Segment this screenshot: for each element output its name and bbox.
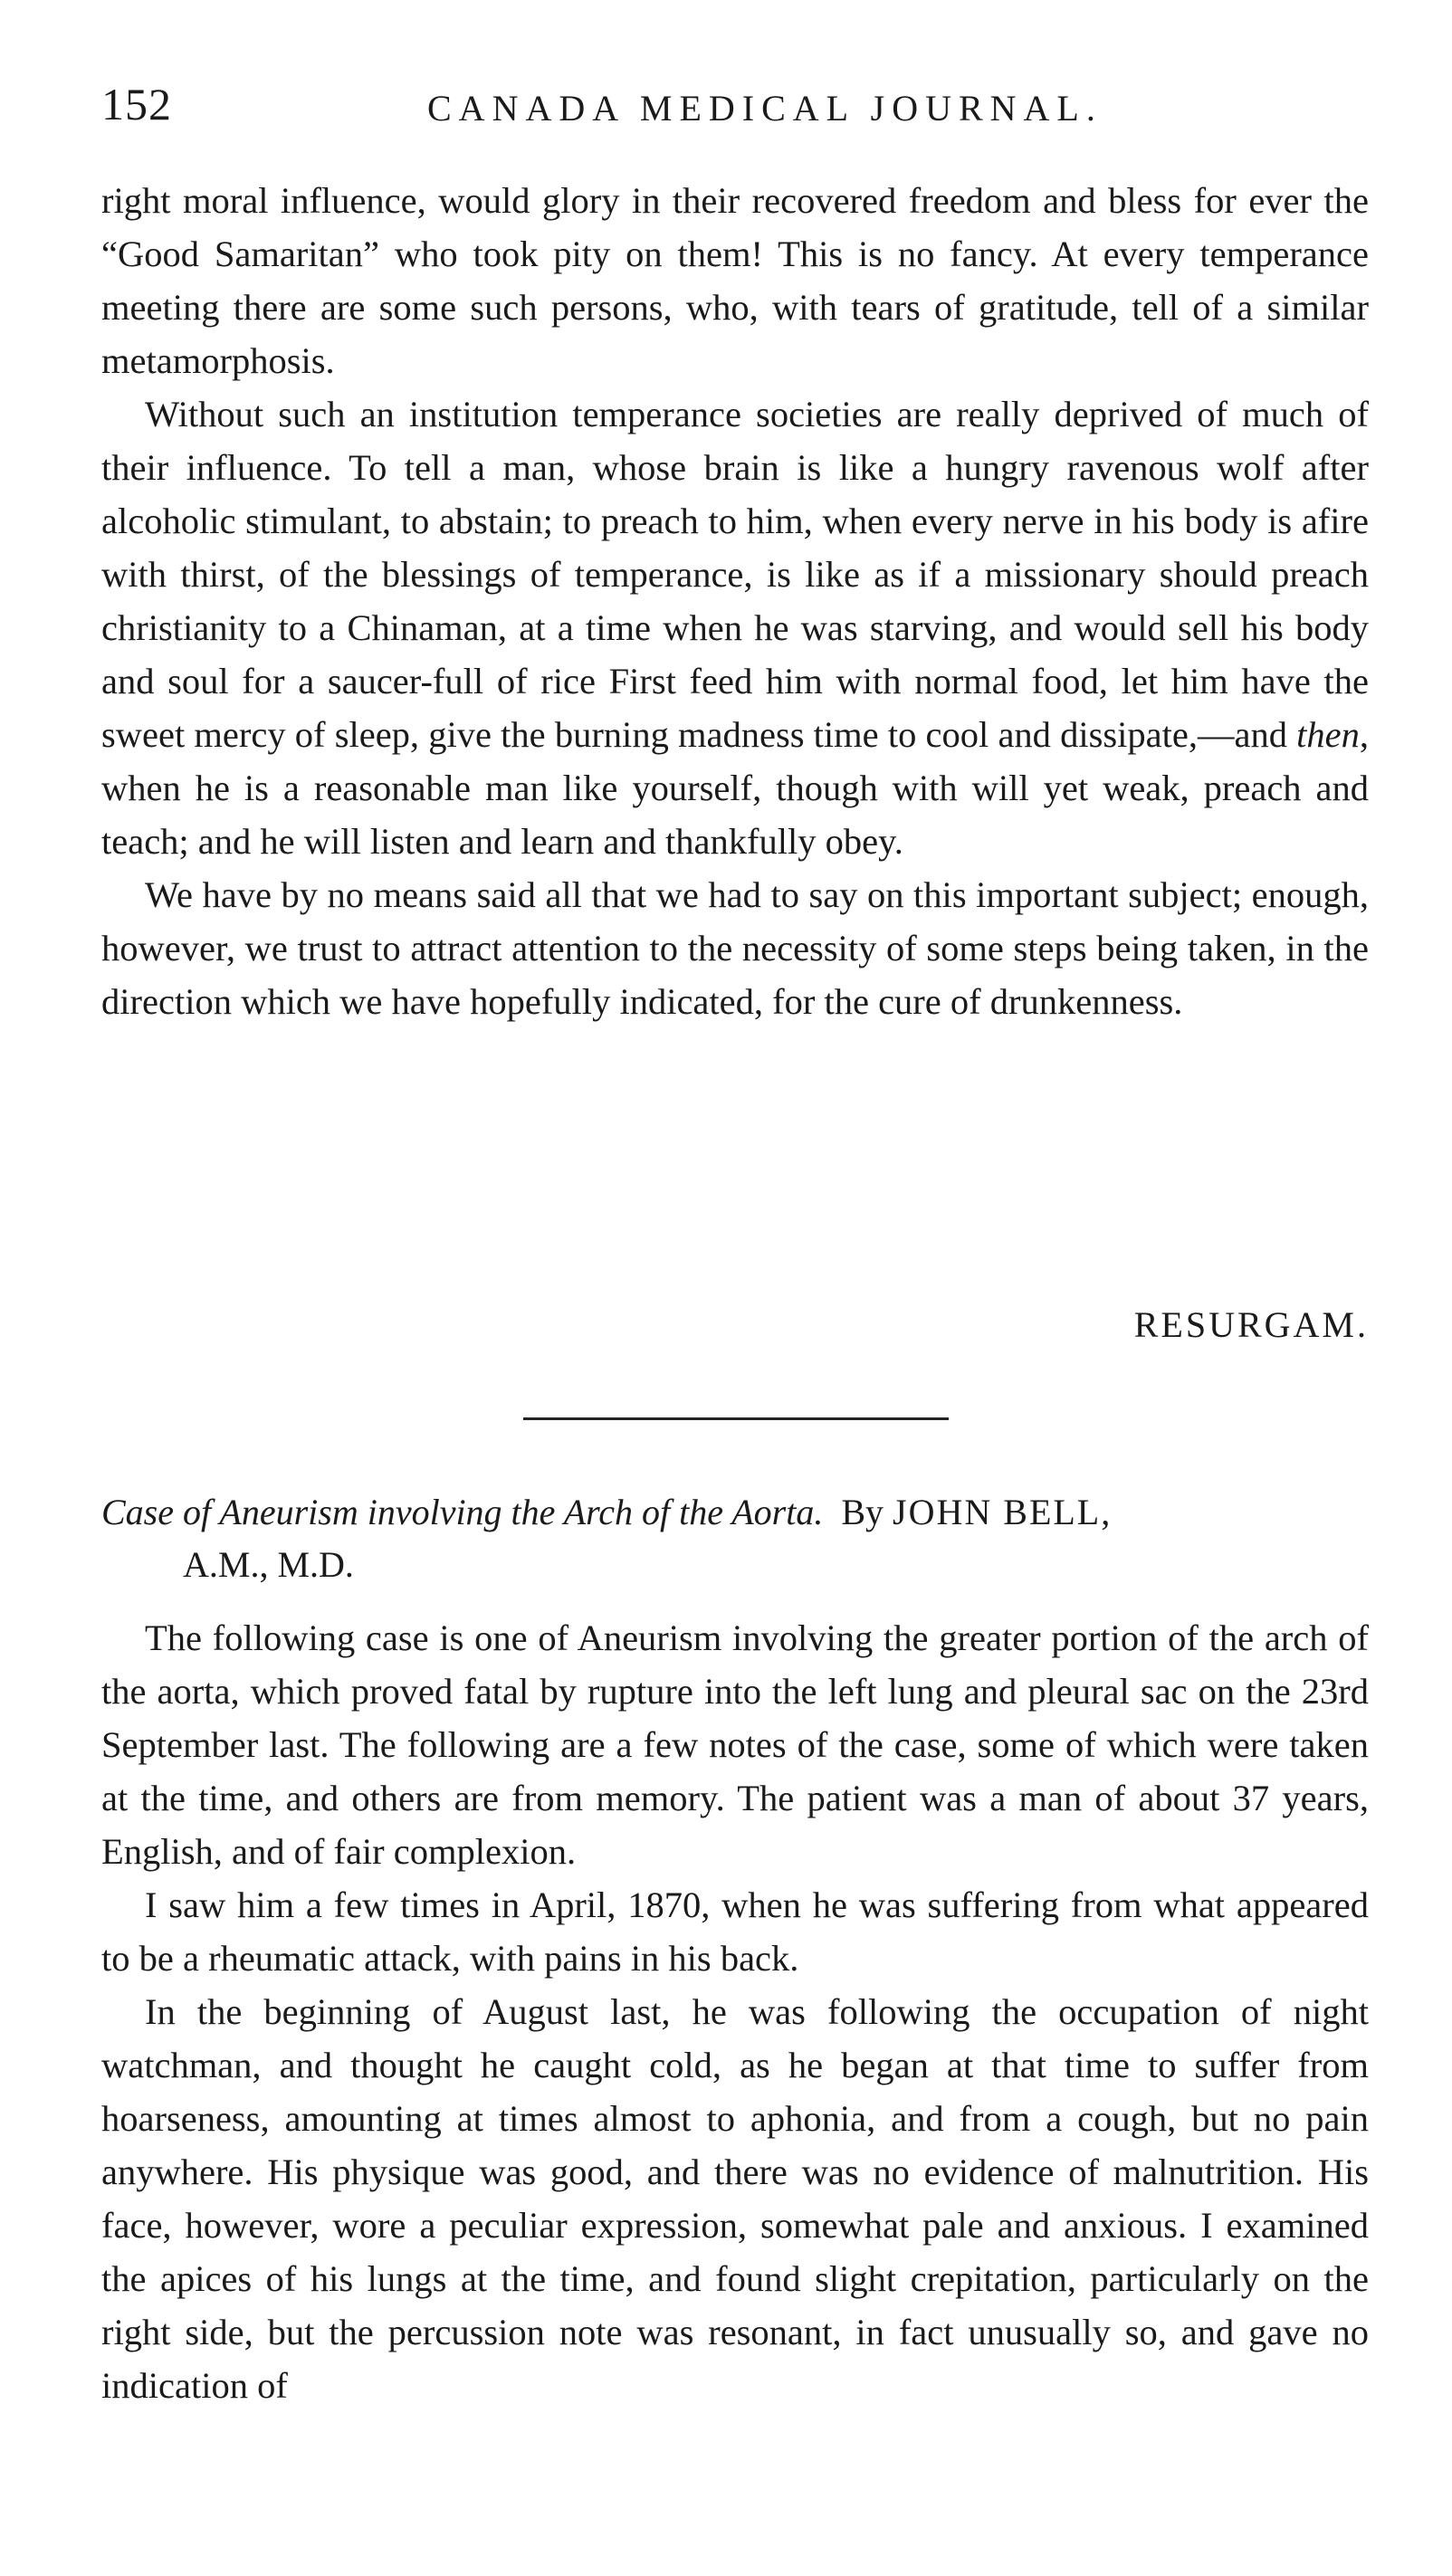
- essay-paragraph-2-start: Without such an institution temperance societies are really deprived of much of their influence. To tell a man, whose brain is like a hungry ravenous wolf after alcoholic stimulant, to abstain; to preach to him, when every nerve in his body is afire with thirst, of the blessings of temperance, is like as if a missionary should preach christianity to a Chinaman, at a time when he was starving, and would sell his body and soul for a saucer-full of rice First feed him with normal food, let him have the sweet mercy of sleep, give the burning madness time to cool and dissipate,—and: [101, 394, 1369, 755]
- essay-paragraph-2: [101, 387, 1369, 868]
- essay-signature: RESURGAM.: [1133, 1304, 1369, 1345]
- article-author: JOHN BELL,: [893, 1492, 1113, 1532]
- temperance-essay: [101, 174, 1369, 1028]
- aneurism-case-text: [101, 1611, 1369, 2412]
- article-by: By: [841, 1492, 884, 1532]
- essay-paragraph-2-end: , when he is a reasonable man like yourself, though with will yet weak, preach and teach; and he will listen and learn and thankfully obey.: [101, 714, 1369, 862]
- case-paragraph-1: The following case is one of Aneurism involving the greater portion of the arch of the aorta, which proved fatal by rupture into the left lung and pleural sac on the 23rd September last. The following are a few notes of the case, some of which were taken at the time, and others are from memory. The patient was a man of about 37 years, English, and of fair complexion.: [101, 1617, 1369, 1872]
- essay-paragraph-1: right moral influence, would glory in their recovered freedom and bless for ever the “Good Samaritan” who took pity on them! This is no fancy. At every temperance meeting there are some such persons, who, with tears of gratitude, tell of a similar metamorphosis.: [101, 180, 1369, 381]
- essay-paragraph-3: We have by no means said all that we had to say on this important subject; enough, however, we trust to attract attention to the necessity of some steps being taken, in the direction which we have hopefully indicated, for the cure of drunkenness.: [101, 874, 1369, 1022]
- case-paragraph-2: I saw him a few times in April, 1870, when he was suffering from what appeared to be a rheumatic attack, with pains in his back.: [101, 1884, 1369, 1979]
- page-number: 152: [101, 79, 172, 129]
- article-title: Case of Aneurism involving the Arch of the Aorta.: [101, 1492, 824, 1532]
- page-header: [101, 78, 1369, 141]
- article-degrees: A.M., M.D.: [183, 1544, 354, 1585]
- section-divider: [523, 1417, 949, 1420]
- essay-emphasis-then: then: [1296, 714, 1360, 755]
- running-head: CANADA MEDICAL JOURNAL.: [427, 88, 1103, 129]
- case-paragraph-3: In the beginning of August last, he was following the occupation of night watchman, and thought he caught cold, as he began at that time to suffer from hoarseness, amounting at times almost to aphonia, and from a cough, but no pain anywhere. His physique was good, and there was no evidence of malnutrition. His face, however, wore a peculiar expression, somewhat pale and anxious. I examined the apices of his lungs at the time, and found slight crepitation, particularly on the right side, but the percussion note was resonant, in fact unusually so, and gave no indication of: [101, 1991, 1369, 2406]
- article-heading: [101, 1486, 1369, 1591]
- article-heading-line-1: [101, 1486, 1369, 1539]
